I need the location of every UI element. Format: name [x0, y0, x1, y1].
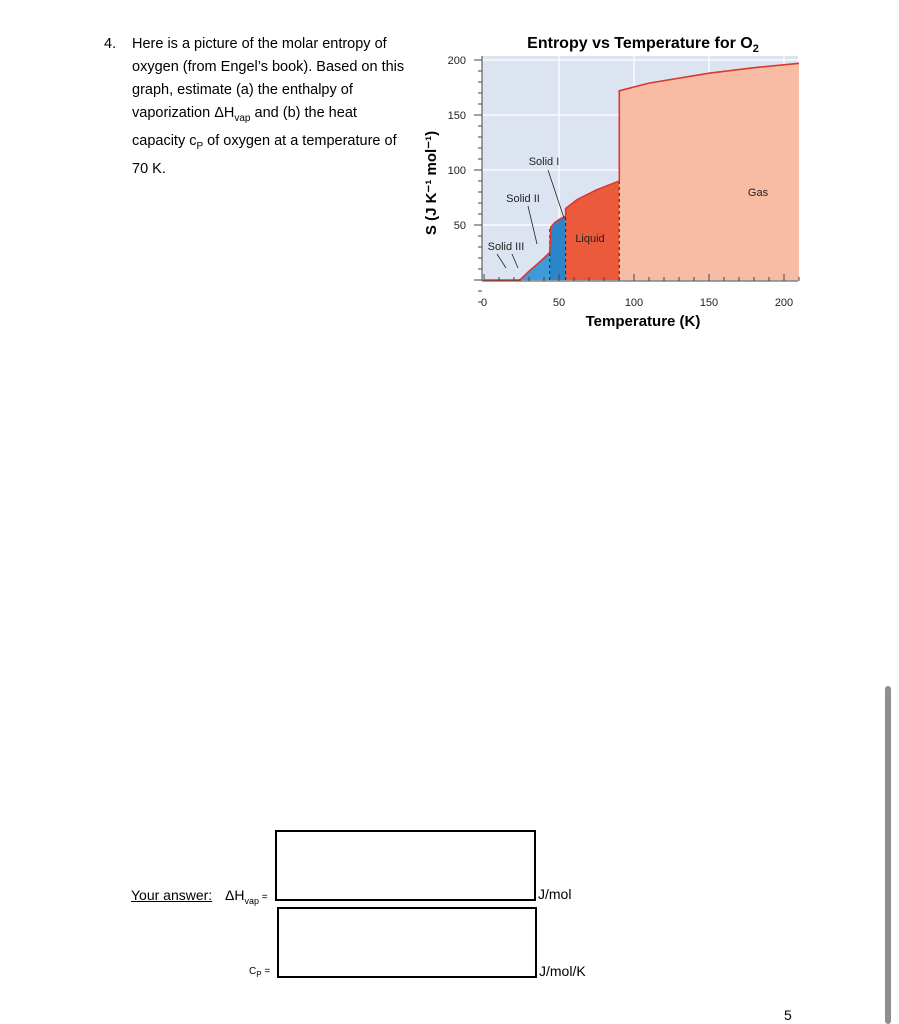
p-subscript: P	[196, 140, 204, 152]
vertical-scrollbar[interactable]	[885, 686, 891, 1024]
cp-label	[249, 966, 270, 979]
phase-label-solid-iii: Solid III	[487, 241, 525, 253]
y-axis-label: S (J K⁻¹ mol⁻¹)	[423, 130, 440, 236]
question-text	[132, 33, 407, 181]
x-tick-label: 150	[699, 297, 719, 309]
dh-symbol: ΔH	[225, 887, 245, 903]
dh-vap-label	[225, 887, 268, 906]
dh-equals: =	[258, 892, 268, 903]
cp-equals: =	[261, 966, 271, 977]
chart-title: Entropy vs Temperature for $O_2$	[527, 35, 759, 55]
phase-label-gas: Gas	[747, 187, 769, 199]
x-tick-label: 200	[774, 297, 794, 309]
cp-unit: J/mol/K	[539, 963, 586, 979]
dh-subscript: vap	[244, 895, 259, 906]
cp-subscript: P	[256, 970, 262, 979]
question-number: 4.	[104, 36, 117, 52]
your-answer-label: Your answer:	[131, 887, 213, 903]
y-tick-label: 200	[447, 55, 466, 67]
vap-subscript: vap	[234, 112, 251, 124]
dh-vap-input[interactable]	[275, 830, 536, 901]
phase-label-liquid: Liquid	[575, 233, 605, 245]
x-axis-label: Temperature (K)	[585, 313, 701, 330]
page-number: 5	[784, 1007, 792, 1023]
gas-area	[619, 63, 799, 280]
question-text-part1: Here is a picture of the molar entropy of oxygen (from Engel’s book). Based on this graph, estimate (a) the enthalpy of vaporization ΔH	[132, 36, 405, 121]
entropy-chart	[400, 28, 800, 338]
phase-label-solid-i: Solid I	[528, 156, 560, 168]
phase-label-solid-ii: Solid II	[506, 193, 540, 205]
x-tick-label: 0	[480, 297, 488, 309]
cp-symbol: C	[249, 966, 257, 977]
y-tick-label: 50	[453, 220, 466, 232]
question-text-part2: and (b) the heat capacity c	[132, 105, 357, 149]
cp-input[interactable]	[277, 907, 537, 978]
dh-vap-unit: J/mol	[538, 886, 572, 902]
y-tick-label: 100	[447, 165, 466, 177]
x-tick-label: 100	[624, 297, 644, 309]
y-tick-label: 150	[447, 110, 466, 122]
question-text-part3: of oxygen at a temperature of 70 K.	[132, 132, 397, 177]
x-tick-label: 50	[552, 297, 566, 309]
